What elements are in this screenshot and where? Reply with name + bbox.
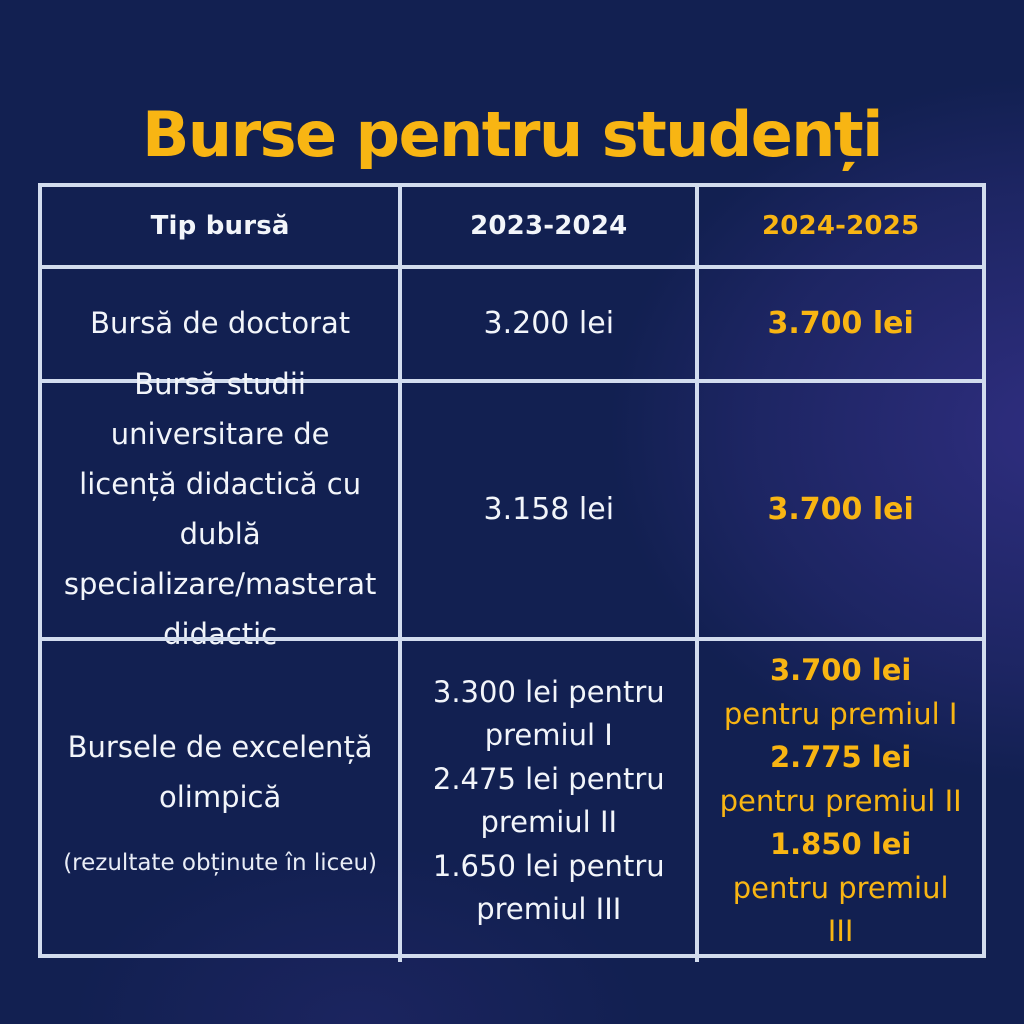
cell-licenta-2023 bbox=[398, 379, 695, 637]
header-label-2024-2025: 2024-2025 bbox=[761, 210, 920, 241]
amount-2024: 3.700 lei bbox=[767, 491, 914, 527]
amount-line-premiul-1 bbox=[717, 649, 964, 736]
scholarship-type-label: Bursă de doctorat bbox=[90, 306, 351, 341]
scholarship-type-note: (rezultate obținute în liceu) bbox=[63, 850, 378, 877]
page-title: Burse pentru studenți bbox=[142, 97, 882, 171]
header-label-tip-bursa: Tip bursă bbox=[150, 210, 290, 241]
amount-2023: 1.650 lei bbox=[432, 848, 560, 883]
scholarship-type-label: Bursă studii universitare de licență didactică cu dublă specializare/masterat didactic bbox=[63, 367, 377, 651]
amount-2023: 3.200 lei bbox=[483, 305, 615, 341]
amount-rest: pentru premiul I bbox=[723, 696, 958, 731]
cell-olimpica-2023 bbox=[398, 637, 695, 962]
amount-2024: 3.700 lei bbox=[767, 305, 914, 341]
header-cell-tip-bursa bbox=[42, 187, 398, 265]
amount-line-premiul-2 bbox=[420, 758, 677, 845]
amount-2024: 3.700 lei bbox=[769, 653, 912, 687]
scholarship-table bbox=[38, 183, 986, 958]
amount-line-premiul-3 bbox=[420, 845, 677, 932]
amount-line-premiul-3 bbox=[717, 823, 964, 954]
amount-rest: pentru premiul II bbox=[719, 783, 962, 818]
header-cell-2023-2024 bbox=[398, 187, 695, 265]
amount-2023: 2.475 lei bbox=[432, 761, 560, 796]
amount-line-premiul-1 bbox=[420, 671, 677, 758]
scholarship-type-label: Bursele de excelență olimpică bbox=[67, 730, 373, 815]
cell-olimpica-2024 bbox=[695, 637, 982, 962]
amount-rest: pentru premiul III bbox=[732, 870, 949, 948]
cell-doctorat-2023 bbox=[398, 265, 695, 379]
cell-olimpica-type bbox=[42, 637, 398, 962]
cell-licenta-type bbox=[42, 367, 398, 651]
amount-2023: 3.158 lei bbox=[483, 491, 615, 527]
header-label-2023-2024: 2023-2024 bbox=[470, 210, 628, 241]
amount-rest: pentru premiul I bbox=[484, 674, 665, 753]
amount-2024: 2.775 lei bbox=[769, 740, 912, 774]
amount-rest: pentru premiul II bbox=[480, 761, 665, 840]
amount-rest: pentru premiul III bbox=[476, 848, 665, 927]
cell-licenta-2024 bbox=[695, 379, 982, 637]
header-cell-2024-2025 bbox=[695, 187, 982, 265]
amount-line-premiul-2 bbox=[717, 736, 964, 823]
amount-2024: 1.850 lei bbox=[769, 827, 912, 861]
cell-doctorat-2024 bbox=[695, 265, 982, 379]
amount-2023: 3.300 lei bbox=[432, 674, 560, 709]
